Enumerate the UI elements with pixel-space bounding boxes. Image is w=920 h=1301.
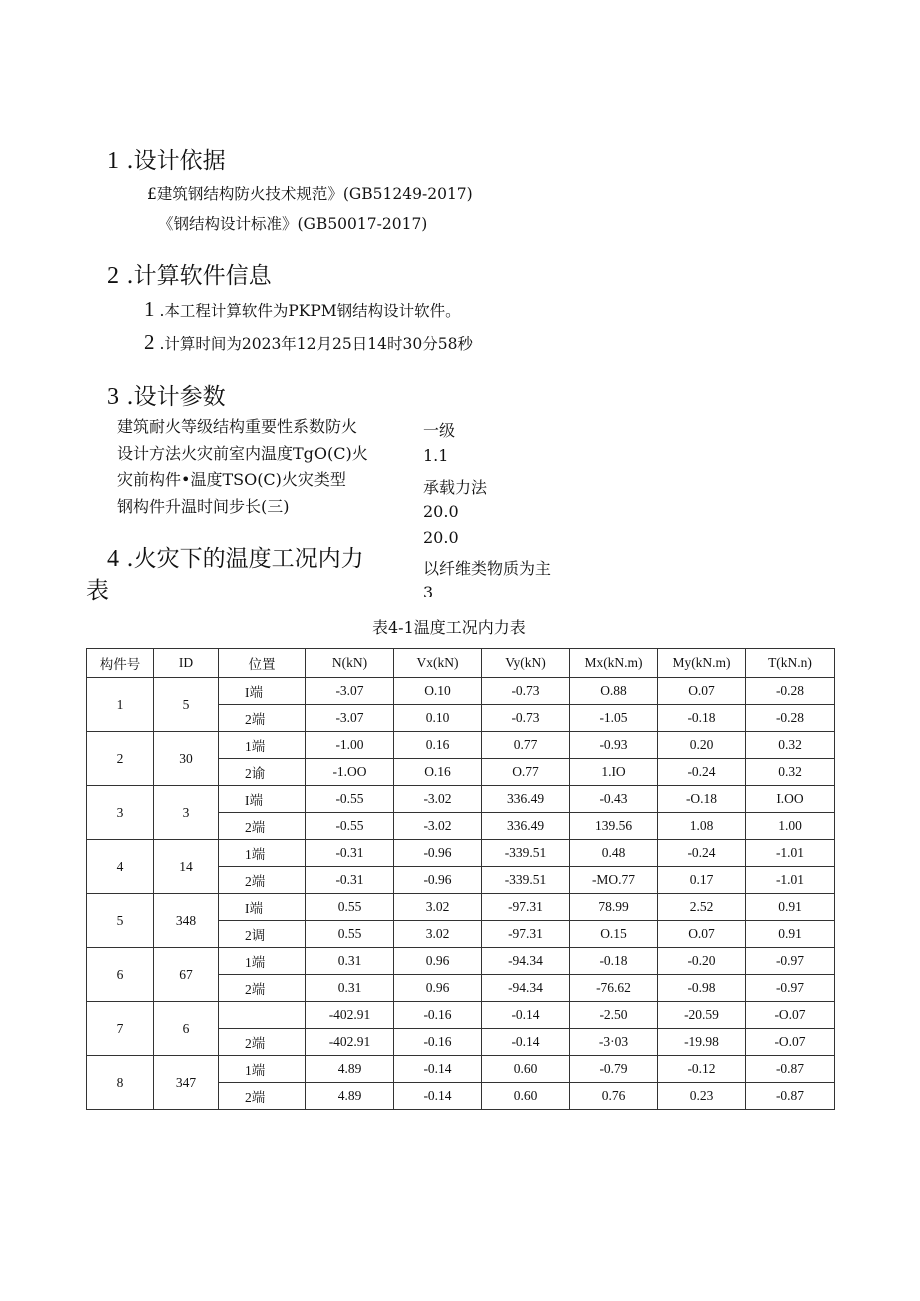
n-cell: 4.89	[306, 1083, 394, 1110]
n-cell: -402.91	[306, 1002, 394, 1029]
param-value-3: 承载力法	[423, 478, 488, 497]
section-2-heading	[107, 257, 272, 290]
vy-cell: 0.77	[482, 732, 570, 759]
t-cell: I.OO	[746, 786, 835, 813]
table-row	[87, 678, 835, 705]
position-cell: 2端	[219, 705, 306, 732]
mx-cell: -1.05	[570, 705, 658, 732]
member-id-cell: 67	[154, 948, 219, 1002]
n-cell: -3.07	[306, 678, 394, 705]
vy-cell: 336.49	[482, 813, 570, 840]
my-cell: O.07	[658, 921, 746, 948]
t-cell: 0.32	[746, 759, 835, 786]
member-id-cell: 14	[154, 840, 219, 894]
my-cell: -19.98	[658, 1029, 746, 1056]
mx-cell: -0.18	[570, 948, 658, 975]
mx-cell: -3·03	[570, 1029, 658, 1056]
t-cell: -0.28	[746, 678, 835, 705]
t-cell: 0.32	[746, 732, 835, 759]
t-cell: -O.07	[746, 1029, 835, 1056]
vy-cell: -97.31	[482, 921, 570, 948]
table-row	[87, 894, 835, 921]
member-number-cell: 7	[87, 1002, 154, 1056]
section-3-title: .设计参数	[126, 384, 226, 410]
n-cell: 0.31	[306, 975, 394, 1002]
vx-cell: -0.14	[394, 1083, 482, 1110]
table-row	[87, 786, 835, 813]
position-cell: 2端	[219, 975, 306, 1002]
section-2-title: .计算软件信息	[126, 263, 272, 289]
section-1-title: .设计依据	[126, 148, 226, 174]
table-row	[87, 1056, 835, 1083]
section-1-heading	[107, 142, 226, 175]
position-cell: 1端	[219, 1056, 306, 1083]
mx-cell: -0.79	[570, 1056, 658, 1083]
header-position: 位置	[219, 649, 306, 678]
mx-cell: O.15	[570, 921, 658, 948]
my-cell: 2.52	[658, 894, 746, 921]
t-cell: 1.00	[746, 813, 835, 840]
member-number-cell: 6	[87, 948, 154, 1002]
software-item-2	[144, 330, 473, 355]
software-item-2-number: 2	[144, 330, 155, 354]
mx-cell: O.88	[570, 678, 658, 705]
my-cell: 0.23	[658, 1083, 746, 1110]
table-row	[87, 948, 835, 975]
table-body	[87, 678, 835, 1110]
my-cell: -0.18	[658, 705, 746, 732]
position-cell: 2端	[219, 1029, 306, 1056]
vx-cell: 0.16	[394, 732, 482, 759]
n-cell: 0.55	[306, 921, 394, 948]
n-cell: 0.31	[306, 948, 394, 975]
position-cell: 2调	[219, 921, 306, 948]
member-number-cell: 4	[87, 840, 154, 894]
section-4-title-tail: 表	[86, 578, 109, 604]
header-mx: Mx(kN.m)	[570, 649, 658, 678]
position-cell	[219, 1002, 306, 1029]
t-cell: -0.97	[746, 975, 835, 1002]
reference-1: £建筑钢结构防火技术规范》(GB51249-2017)	[147, 185, 473, 203]
vx-cell: -0.96	[394, 840, 482, 867]
vy-cell: -0.73	[482, 678, 570, 705]
section-4-number: 4	[107, 546, 119, 572]
param-line-4: 钢构件升温时间步长(三)	[117, 497, 290, 516]
my-cell: 0.17	[658, 867, 746, 894]
position-cell: 2端	[219, 813, 306, 840]
param-value-4: 20.0	[423, 502, 459, 521]
mx-cell: -MO.77	[570, 867, 658, 894]
param-line-2: 设计方法火灾前室内温度TgO(C)火	[117, 444, 368, 463]
vy-cell: -0.14	[482, 1002, 570, 1029]
param-value-7: 3	[423, 583, 434, 597]
my-cell: -0.12	[658, 1056, 746, 1083]
vy-cell: -94.34	[482, 948, 570, 975]
mx-cell: 0.76	[570, 1083, 658, 1110]
param-value-1: 一级	[423, 421, 456, 440]
position-cell: I端	[219, 894, 306, 921]
param-value-5: 20.0	[423, 528, 459, 547]
vy-cell: 336.49	[482, 786, 570, 813]
header-member-no: 构件号	[87, 649, 154, 678]
vy-cell: O.77	[482, 759, 570, 786]
vx-cell: -0.16	[394, 1002, 482, 1029]
table-header-row	[87, 649, 835, 678]
table-row	[87, 732, 835, 759]
param-value-2: 1.1	[423, 446, 449, 465]
member-number-cell: 3	[87, 786, 154, 840]
header-t: T(kN.n)	[746, 649, 835, 678]
section-1-number: 1	[107, 148, 119, 174]
member-id-cell: 347	[154, 1056, 219, 1110]
t-cell: -0.28	[746, 705, 835, 732]
mx-cell: 139.56	[570, 813, 658, 840]
table-caption: 表4-1温度工况内力表	[372, 618, 526, 637]
vx-cell: -3.02	[394, 813, 482, 840]
vx-cell: -0.14	[394, 1056, 482, 1083]
my-cell: -0.20	[658, 948, 746, 975]
mx-cell: 0.48	[570, 840, 658, 867]
mx-cell: -76.62	[570, 975, 658, 1002]
member-number-cell: 2	[87, 732, 154, 786]
vy-cell: -339.51	[482, 840, 570, 867]
section-3-number: 3	[107, 384, 119, 410]
vy-cell: -97.31	[482, 894, 570, 921]
software-item-1-text: .本工程计算软件为PKPM钢结构设计软件。	[159, 302, 461, 320]
header-n: N(kN)	[306, 649, 394, 678]
vy-cell: -0.14	[482, 1029, 570, 1056]
section-3-heading	[107, 378, 226, 411]
my-cell: -O.18	[658, 786, 746, 813]
vx-cell: 3.02	[394, 894, 482, 921]
table-row	[87, 1002, 835, 1029]
header-my: My(kN.m)	[658, 649, 746, 678]
position-cell: 1端	[219, 948, 306, 975]
position-cell: 2端	[219, 867, 306, 894]
vx-cell: 0.10	[394, 705, 482, 732]
header-vy: Vy(kN)	[482, 649, 570, 678]
vx-cell: -0.96	[394, 867, 482, 894]
table-row	[87, 840, 835, 867]
position-cell: I端	[219, 678, 306, 705]
vy-cell: -0.73	[482, 705, 570, 732]
my-cell: 0.20	[658, 732, 746, 759]
mx-cell: 78.99	[570, 894, 658, 921]
t-cell: -1.01	[746, 867, 835, 894]
member-number-cell: 8	[87, 1056, 154, 1110]
param-line-3: 灾前构件•温度TSO(C)火灾类型	[117, 470, 346, 489]
vx-cell: 0.96	[394, 975, 482, 1002]
n-cell: -0.55	[306, 813, 394, 840]
vx-cell: O.16	[394, 759, 482, 786]
t-cell: -1.01	[746, 840, 835, 867]
reference-2: 《钢结构设计标准》(GB50017-2017)	[158, 215, 428, 233]
param-line-1: 建筑耐火等级结构重要性系数防火	[117, 417, 358, 436]
member-id-cell: 30	[154, 732, 219, 786]
n-cell: -3.07	[306, 705, 394, 732]
vx-cell: -0.16	[394, 1029, 482, 1056]
mx-cell: -0.93	[570, 732, 658, 759]
my-cell: 1.08	[658, 813, 746, 840]
n-cell: -402.91	[306, 1029, 394, 1056]
position-cell: I端	[219, 786, 306, 813]
position-cell: 1端	[219, 840, 306, 867]
vy-cell: 0.60	[482, 1056, 570, 1083]
t-cell: -O.07	[746, 1002, 835, 1029]
member-number-cell: 1	[87, 678, 154, 732]
my-cell: O.07	[658, 678, 746, 705]
mx-cell: 1.IO	[570, 759, 658, 786]
mx-cell: -2.50	[570, 1002, 658, 1029]
vy-cell: 0.60	[482, 1083, 570, 1110]
t-cell: 0.91	[746, 921, 835, 948]
section-4-title: .火灾下的温度工况内力	[126, 546, 364, 572]
my-cell: -0.24	[658, 759, 746, 786]
vy-cell: -94.34	[482, 975, 570, 1002]
member-id-cell: 348	[154, 894, 219, 948]
my-cell: -0.24	[658, 840, 746, 867]
n-cell: -0.31	[306, 840, 394, 867]
position-cell: 2端	[219, 1083, 306, 1110]
param-value-6: 以纤维类物质为主	[423, 559, 552, 578]
member-id-cell: 5	[154, 678, 219, 732]
n-cell: -1.00	[306, 732, 394, 759]
software-item-2-text: .计算时间为2023年12月25日14时30分58秒	[159, 335, 473, 353]
t-cell: -0.87	[746, 1056, 835, 1083]
t-cell: 0.91	[746, 894, 835, 921]
vx-cell: O.10	[394, 678, 482, 705]
vy-cell: -339.51	[482, 867, 570, 894]
n-cell: 0.55	[306, 894, 394, 921]
n-cell: -0.31	[306, 867, 394, 894]
my-cell: -0.98	[658, 975, 746, 1002]
n-cell: 4.89	[306, 1056, 394, 1083]
position-cell: 1端	[219, 732, 306, 759]
header-id: ID	[154, 649, 219, 678]
vx-cell: 0.96	[394, 948, 482, 975]
member-number-cell: 5	[87, 894, 154, 948]
t-cell: -0.87	[746, 1083, 835, 1110]
section-2-number: 2	[107, 263, 119, 289]
position-cell: 2谕	[219, 759, 306, 786]
t-cell: -0.97	[746, 948, 835, 975]
my-cell: -20.59	[658, 1002, 746, 1029]
vx-cell: 3.02	[394, 921, 482, 948]
vx-cell: -3.02	[394, 786, 482, 813]
n-cell: -0.55	[306, 786, 394, 813]
software-item-1	[144, 297, 461, 322]
n-cell: -1.OO	[306, 759, 394, 786]
member-id-cell: 3	[154, 786, 219, 840]
mx-cell: -0.43	[570, 786, 658, 813]
software-item-1-number: 1	[144, 297, 155, 321]
internal-force-table	[86, 648, 835, 1110]
member-id-cell: 6	[154, 1002, 219, 1056]
header-vx: Vx(kN)	[394, 649, 482, 678]
section-4-heading	[107, 540, 364, 573]
